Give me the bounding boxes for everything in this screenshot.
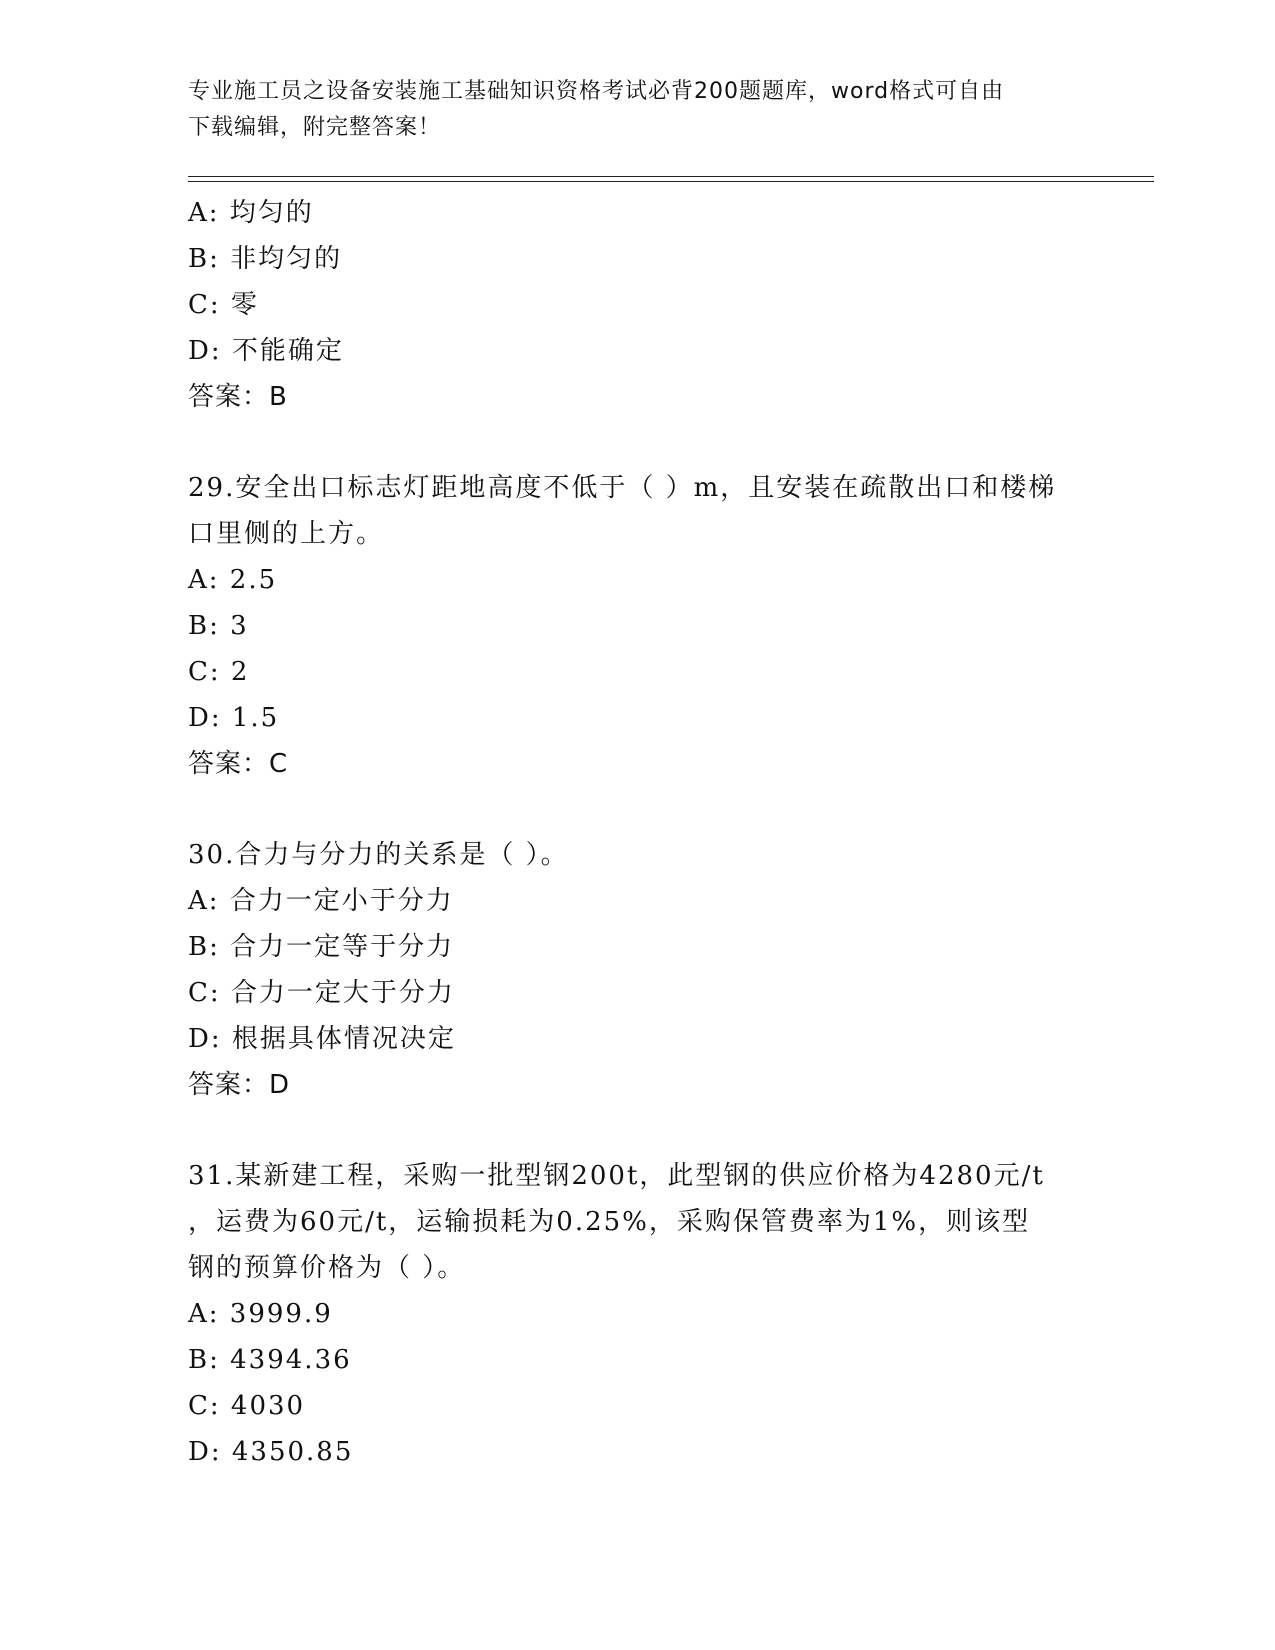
option-b: B: 非均匀的 (188, 244, 343, 274)
option-b: B: 3 (188, 611, 249, 641)
option-c: C: 零 (188, 290, 259, 320)
question-text (188, 465, 1088, 557)
question-line: 30.合力与分力的关系是（ ）。 (188, 840, 569, 870)
question-list (188, 190, 1088, 1475)
document-header (188, 74, 1068, 146)
option-c: C: 4030 (188, 1391, 306, 1421)
question-line: 29.安全出口标志灯距地高度不低于（ ）m，且安装在疏散出口和楼梯 (188, 473, 1057, 503)
option-b: B: 4394.36 (188, 1345, 352, 1375)
option-d: D: 根据具体情况决定 (188, 1024, 456, 1054)
answer: 答案：D (188, 1070, 291, 1100)
question-text (188, 1153, 1088, 1291)
option-d: D: 不能确定 (188, 336, 344, 366)
question-30 (188, 832, 1088, 1108)
question-text (188, 832, 1088, 878)
option-b: B: 合力一定等于分力 (188, 932, 455, 962)
answer: 答案：B (188, 382, 288, 412)
header-line-1: 专业施工员之设备安装施工基础知识资格考试必背200题题库，word格式可自由 (188, 79, 1005, 104)
question-31 (188, 1153, 1088, 1475)
option-c: C: 2 (188, 657, 250, 687)
question-28 (188, 190, 1088, 420)
answer: 答案：C (188, 749, 289, 779)
question-line: 钢的预算价格为（ ）。 (188, 1253, 466, 1283)
question-line: 31.某新建工程，采购一批型钢200t，此型钢的供应价格为4280元/t (188, 1161, 1045, 1191)
question-29 (188, 465, 1088, 787)
header-divider-bottom (188, 181, 1154, 182)
header-divider-top (188, 176, 1154, 177)
option-c: C: 合力一定大于分力 (188, 978, 455, 1008)
option-a: A: 均匀的 (188, 198, 314, 228)
option-a: A: 2.5 (188, 565, 278, 595)
question-line: 口里侧的上方。 (188, 519, 385, 549)
option-a: A: 3999.9 (188, 1299, 333, 1329)
question-line: ，运费为60元/t，运输损耗为0.25%，采购保管费率为1%，则该型 (188, 1207, 1031, 1237)
header-line-2: 下载编辑，附完整答案！ (188, 115, 442, 140)
option-d: D: 1.5 (188, 703, 280, 733)
option-a: A: 合力一定小于分力 (188, 886, 454, 916)
option-d: D: 4350.85 (188, 1437, 354, 1467)
